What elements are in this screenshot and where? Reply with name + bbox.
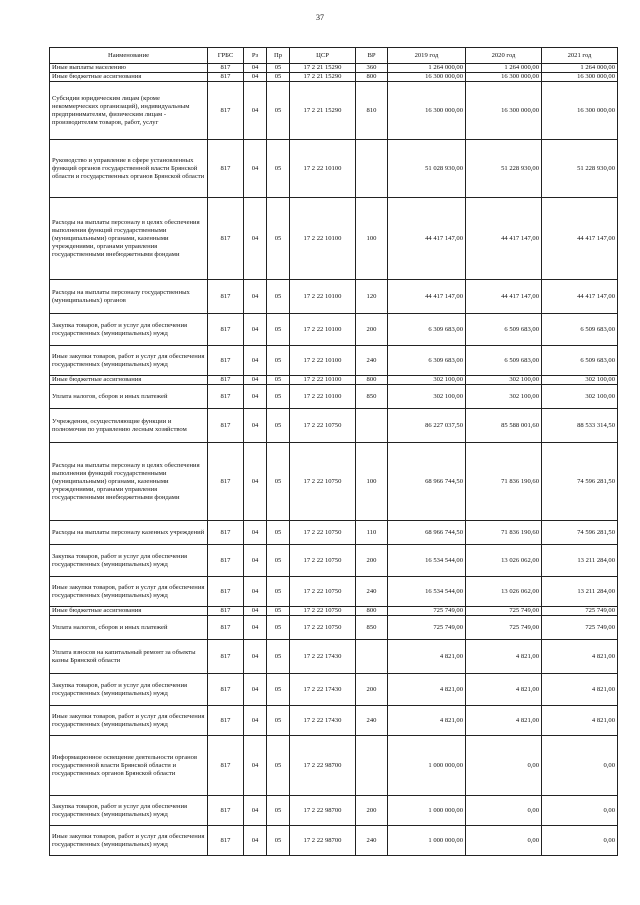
row-amount-2020: 0,00	[466, 826, 542, 856]
row-name: Уплата налогов, сборов и иных платежей	[50, 616, 208, 640]
row-name: Субсидии юридическим лицам (кроме некоммерческих организаций), индивидуальным предпринимателям, физическим лицам - производителям товаров, работ, услуг	[50, 82, 208, 140]
row-pr: 05	[267, 73, 290, 82]
row-amount-2019: 16 534 544,00	[388, 545, 466, 577]
row-amount-2021: 4 821,00	[542, 640, 618, 674]
row-pr: 05	[267, 280, 290, 314]
row-amount-2020: 725 749,00	[466, 616, 542, 640]
table-row	[50, 73, 618, 82]
row-amount-2020: 6 509 683,00	[466, 314, 542, 346]
row-rz: 04	[244, 607, 267, 616]
table-row	[50, 314, 618, 346]
row-amount-2019: 68 966 744,50	[388, 521, 466, 545]
row-amount-2021: 44 417 147,00	[542, 198, 618, 280]
row-rz: 04	[244, 706, 267, 736]
table-row	[50, 616, 618, 640]
row-amount-2020: 0,00	[466, 796, 542, 826]
row-vr: 200	[356, 314, 388, 346]
header-vr: ВР	[356, 48, 388, 64]
row-grbs: 817	[208, 736, 244, 796]
row-amount-2021: 44 417 147,00	[542, 280, 618, 314]
table-row	[50, 674, 618, 706]
row-vr: 100	[356, 443, 388, 521]
table-row	[50, 736, 618, 796]
row-csr: 17 2 22 17430	[290, 640, 356, 674]
row-grbs: 817	[208, 674, 244, 706]
row-amount-2019: 6 309 683,00	[388, 346, 466, 376]
row-amount-2021: 0,00	[542, 796, 618, 826]
table-row	[50, 409, 618, 443]
row-name: Закупка товаров, работ и услуг для обеспечения государственных (муниципальных) нужд	[50, 545, 208, 577]
row-vr: 360	[356, 64, 388, 73]
header-2020: 2020 год	[466, 48, 542, 64]
table-row	[50, 640, 618, 674]
row-name: Иные закупки товаров, работ и услуг для обеспечения государственных (муниципальных) нужд	[50, 706, 208, 736]
row-pr: 05	[267, 674, 290, 706]
row-amount-2021: 302 100,00	[542, 385, 618, 409]
row-pr: 05	[267, 736, 290, 796]
row-grbs: 817	[208, 616, 244, 640]
row-pr: 05	[267, 82, 290, 140]
table-row	[50, 443, 618, 521]
row-amount-2021: 0,00	[542, 736, 618, 796]
row-csr: 17 2 22 10100	[290, 280, 356, 314]
row-amount-2021: 74 596 281,50	[542, 443, 618, 521]
table-row	[50, 706, 618, 736]
row-pr: 05	[267, 796, 290, 826]
row-amount-2020: 6 509 683,00	[466, 346, 542, 376]
row-csr: 17 2 22 10100	[290, 376, 356, 385]
row-vr: 800	[356, 73, 388, 82]
row-vr: 100	[356, 198, 388, 280]
page-number: 37	[316, 13, 324, 22]
table-row	[50, 198, 618, 280]
row-amount-2020: 44 417 147,00	[466, 198, 542, 280]
row-amount-2019: 86 227 037,50	[388, 409, 466, 443]
row-amount-2019: 1 000 000,00	[388, 736, 466, 796]
table-row	[50, 545, 618, 577]
row-grbs: 817	[208, 73, 244, 82]
row-amount-2021: 51 228 930,00	[542, 140, 618, 198]
row-vr	[356, 140, 388, 198]
row-vr: 110	[356, 521, 388, 545]
row-amount-2019: 302 100,00	[388, 385, 466, 409]
row-amount-2019: 16 300 000,00	[388, 73, 466, 82]
row-amount-2020: 4 821,00	[466, 640, 542, 674]
table-row	[50, 577, 618, 607]
row-grbs: 817	[208, 607, 244, 616]
row-amount-2019: 4 821,00	[388, 640, 466, 674]
row-csr: 17 2 22 17430	[290, 706, 356, 736]
row-pr: 05	[267, 607, 290, 616]
row-amount-2021: 6 509 683,00	[542, 314, 618, 346]
row-amount-2020: 71 836 190,60	[466, 521, 542, 545]
row-amount-2019: 68 966 744,50	[388, 443, 466, 521]
row-name: Иные бюджетные ассигнования	[50, 376, 208, 385]
row-csr: 17 2 22 10750	[290, 545, 356, 577]
row-vr: 800	[356, 376, 388, 385]
row-amount-2020: 85 588 001,60	[466, 409, 542, 443]
row-grbs: 817	[208, 796, 244, 826]
table-row	[50, 607, 618, 616]
table-header-row	[50, 48, 618, 64]
row-name: Иные выплаты населению	[50, 64, 208, 73]
row-grbs: 817	[208, 443, 244, 521]
row-name: Закупка товаров, работ и услуг для обеспечения государственных (муниципальных) нужд	[50, 674, 208, 706]
row-csr: 17 2 22 10750	[290, 409, 356, 443]
row-csr: 17 2 22 10750	[290, 577, 356, 607]
row-rz: 04	[244, 64, 267, 73]
row-rz: 04	[244, 82, 267, 140]
row-grbs: 817	[208, 826, 244, 856]
row-amount-2019: 725 749,00	[388, 607, 466, 616]
header-name: Наименование	[50, 48, 208, 64]
row-rz: 04	[244, 521, 267, 545]
row-csr: 17 2 22 98700	[290, 826, 356, 856]
row-amount-2021: 0,00	[542, 826, 618, 856]
row-pr: 05	[267, 64, 290, 73]
row-pr: 05	[267, 706, 290, 736]
row-rz: 04	[244, 545, 267, 577]
row-csr: 17 2 22 98700	[290, 736, 356, 796]
row-amount-2020: 13 026 062,00	[466, 577, 542, 607]
row-csr: 17 2 22 10100	[290, 385, 356, 409]
row-csr: 17 2 22 10750	[290, 616, 356, 640]
row-grbs: 817	[208, 521, 244, 545]
row-name: Уплата налогов, сборов и иных платежей	[50, 385, 208, 409]
row-vr	[356, 640, 388, 674]
row-grbs: 817	[208, 640, 244, 674]
row-csr: 17 2 22 98700	[290, 796, 356, 826]
row-rz: 04	[244, 314, 267, 346]
row-vr: 850	[356, 385, 388, 409]
row-grbs: 817	[208, 545, 244, 577]
row-vr: 850	[356, 616, 388, 640]
row-amount-2021: 6 509 683,00	[542, 346, 618, 376]
row-grbs: 817	[208, 376, 244, 385]
row-name: Учреждения, осуществляющие функции и полномочия по управлению лесным хозяйством	[50, 409, 208, 443]
row-csr: 17 2 22 10750	[290, 521, 356, 545]
row-name: Расходы на выплаты персоналу государственных (муниципальных) органов	[50, 280, 208, 314]
header-pr: Пр	[267, 48, 290, 64]
table-row	[50, 82, 618, 140]
row-rz: 04	[244, 346, 267, 376]
row-rz: 04	[244, 826, 267, 856]
row-grbs: 817	[208, 280, 244, 314]
row-name: Иные закупки товаров, работ и услуг для обеспечения государственных (муниципальных) нужд	[50, 826, 208, 856]
row-amount-2019: 16 534 544,00	[388, 577, 466, 607]
row-csr: 17 2 22 10100	[290, 314, 356, 346]
header-2021: 2021 год	[542, 48, 618, 64]
row-pr: 05	[267, 376, 290, 385]
row-csr: 17 2 22 10100	[290, 140, 356, 198]
row-amount-2021: 74 596 281,50	[542, 521, 618, 545]
row-vr: 240	[356, 346, 388, 376]
row-grbs: 817	[208, 82, 244, 140]
row-amount-2019: 725 749,00	[388, 616, 466, 640]
row-amount-2019: 16 300 000,00	[388, 82, 466, 140]
row-name: Иные бюджетные ассигнования	[50, 607, 208, 616]
row-name: Уплата взносов на капитальный ремонт за объекты казны Брянской области	[50, 640, 208, 674]
row-rz: 04	[244, 140, 267, 198]
row-grbs: 817	[208, 140, 244, 198]
row-amount-2020: 4 821,00	[466, 674, 542, 706]
row-pr: 05	[267, 409, 290, 443]
table-row	[50, 280, 618, 314]
row-csr: 17 2 22 17430	[290, 674, 356, 706]
row-pr: 05	[267, 385, 290, 409]
row-name: Информационное освещение деятельности органов государственной власти Брянской области и государственных органов Брянской области	[50, 736, 208, 796]
row-grbs: 817	[208, 346, 244, 376]
row-amount-2021: 16 300 000,00	[542, 82, 618, 140]
row-rz: 04	[244, 674, 267, 706]
row-vr	[356, 736, 388, 796]
table-row	[50, 826, 618, 856]
row-amount-2020: 13 026 062,00	[466, 545, 542, 577]
row-amount-2021: 4 821,00	[542, 674, 618, 706]
row-amount-2021: 13 211 284,00	[542, 577, 618, 607]
header-grbs: ГРБС	[208, 48, 244, 64]
table-row	[50, 376, 618, 385]
row-csr: 17 2 21 15290	[290, 82, 356, 140]
row-rz: 04	[244, 443, 267, 521]
budget-table	[49, 47, 618, 856]
row-amount-2019: 1 000 000,00	[388, 826, 466, 856]
table-row	[50, 385, 618, 409]
header-2019: 2019 год	[388, 48, 466, 64]
row-rz: 04	[244, 640, 267, 674]
table-row	[50, 521, 618, 545]
row-grbs: 817	[208, 64, 244, 73]
row-name: Иные бюджетные ассигнования	[50, 73, 208, 82]
row-vr: 120	[356, 280, 388, 314]
row-amount-2019: 6 309 683,00	[388, 314, 466, 346]
row-rz: 04	[244, 616, 267, 640]
row-grbs: 817	[208, 577, 244, 607]
row-name: Расходы на выплаты персоналу в целях обеспечения выполнения функций государственными (муниципальными) органами, казенными учреждениями, органами управления государственными внебюджетными фондами	[50, 443, 208, 521]
header-rz: Рз	[244, 48, 267, 64]
row-pr: 05	[267, 640, 290, 674]
row-amount-2019: 44 417 147,00	[388, 198, 466, 280]
row-vr: 810	[356, 82, 388, 140]
row-amount-2021: 725 749,00	[542, 607, 618, 616]
row-amount-2021: 4 821,00	[542, 706, 618, 736]
row-name: Руководство и управление в сфере установленных функций органов государственной власти Брянской области и государственных органов Брянской области	[50, 140, 208, 198]
row-rz: 04	[244, 736, 267, 796]
row-csr: 17 2 22 10100	[290, 198, 356, 280]
row-name: Расходы на выплаты персоналу казенных учреждений	[50, 521, 208, 545]
row-pr: 05	[267, 826, 290, 856]
row-pr: 05	[267, 314, 290, 346]
row-amount-2019: 51 028 930,00	[388, 140, 466, 198]
row-vr: 240	[356, 826, 388, 856]
table-row	[50, 796, 618, 826]
row-amount-2020: 71 836 190,60	[466, 443, 542, 521]
row-amount-2021: 13 211 284,00	[542, 545, 618, 577]
table-row	[50, 346, 618, 376]
row-pr: 05	[267, 545, 290, 577]
row-vr: 200	[356, 796, 388, 826]
row-name: Иные закупки товаров, работ и услуг для обеспечения государственных (муниципальных) нужд	[50, 346, 208, 376]
row-grbs: 817	[208, 385, 244, 409]
row-rz: 04	[244, 376, 267, 385]
row-grbs: 817	[208, 314, 244, 346]
row-amount-2019: 1 264 000,00	[388, 64, 466, 73]
row-amount-2019: 1 000 000,00	[388, 796, 466, 826]
row-amount-2019: 4 821,00	[388, 706, 466, 736]
row-name: Закупка товаров, работ и услуг для обеспечения государственных (муниципальных) нужд	[50, 314, 208, 346]
row-vr: 800	[356, 607, 388, 616]
row-pr: 05	[267, 346, 290, 376]
header-csr: ЦСР	[290, 48, 356, 64]
row-amount-2019: 302 100,00	[388, 376, 466, 385]
row-rz: 04	[244, 280, 267, 314]
row-rz: 04	[244, 409, 267, 443]
row-vr: 200	[356, 674, 388, 706]
row-vr	[356, 409, 388, 443]
row-pr: 05	[267, 521, 290, 545]
row-amount-2019: 4 821,00	[388, 674, 466, 706]
row-rz: 04	[244, 577, 267, 607]
table-row	[50, 64, 618, 73]
row-amount-2021: 88 533 314,50	[542, 409, 618, 443]
row-amount-2020: 44 417 147,00	[466, 280, 542, 314]
row-amount-2020: 4 821,00	[466, 706, 542, 736]
row-name: Иные закупки товаров, работ и услуг для обеспечения государственных (муниципальных) нужд	[50, 577, 208, 607]
row-pr: 05	[267, 616, 290, 640]
row-name: Закупка товаров, работ и услуг для обеспечения государственных (муниципальных) нужд	[50, 796, 208, 826]
row-pr: 05	[267, 140, 290, 198]
row-amount-2021: 725 749,00	[542, 616, 618, 640]
row-amount-2021: 302 100,00	[542, 376, 618, 385]
row-grbs: 817	[208, 706, 244, 736]
row-amount-2021: 16 300 000,00	[542, 73, 618, 82]
row-csr: 17 2 21 15290	[290, 73, 356, 82]
row-grbs: 817	[208, 409, 244, 443]
row-name: Расходы на выплаты персоналу в целях обеспечения выполнения функций государственными (муниципальными) органами, казенными учреждениями, органами управления государственными внебюджетными фондами	[50, 198, 208, 280]
row-rz: 04	[244, 73, 267, 82]
row-rz: 04	[244, 198, 267, 280]
row-amount-2020: 1 264 000,00	[466, 64, 542, 73]
row-amount-2020: 16 300 000,00	[466, 73, 542, 82]
row-csr: 17 2 22 10750	[290, 443, 356, 521]
row-csr: 17 2 22 10100	[290, 346, 356, 376]
row-rz: 04	[244, 796, 267, 826]
row-vr: 200	[356, 545, 388, 577]
row-amount-2020: 725 749,00	[466, 607, 542, 616]
row-vr: 240	[356, 577, 388, 607]
row-amount-2020: 16 300 000,00	[466, 82, 542, 140]
row-amount-2019: 44 417 147,00	[388, 280, 466, 314]
row-pr: 05	[267, 577, 290, 607]
row-amount-2020: 302 100,00	[466, 376, 542, 385]
row-pr: 05	[267, 198, 290, 280]
row-vr: 240	[356, 706, 388, 736]
row-amount-2020: 302 100,00	[466, 385, 542, 409]
row-amount-2021: 1 264 000,00	[542, 64, 618, 73]
row-grbs: 817	[208, 198, 244, 280]
row-csr: 17 2 21 15290	[290, 64, 356, 73]
table-row	[50, 140, 618, 198]
row-csr: 17 2 22 10750	[290, 607, 356, 616]
row-rz: 04	[244, 385, 267, 409]
row-amount-2020: 51 228 930,00	[466, 140, 542, 198]
row-pr: 05	[267, 443, 290, 521]
row-amount-2020: 0,00	[466, 736, 542, 796]
